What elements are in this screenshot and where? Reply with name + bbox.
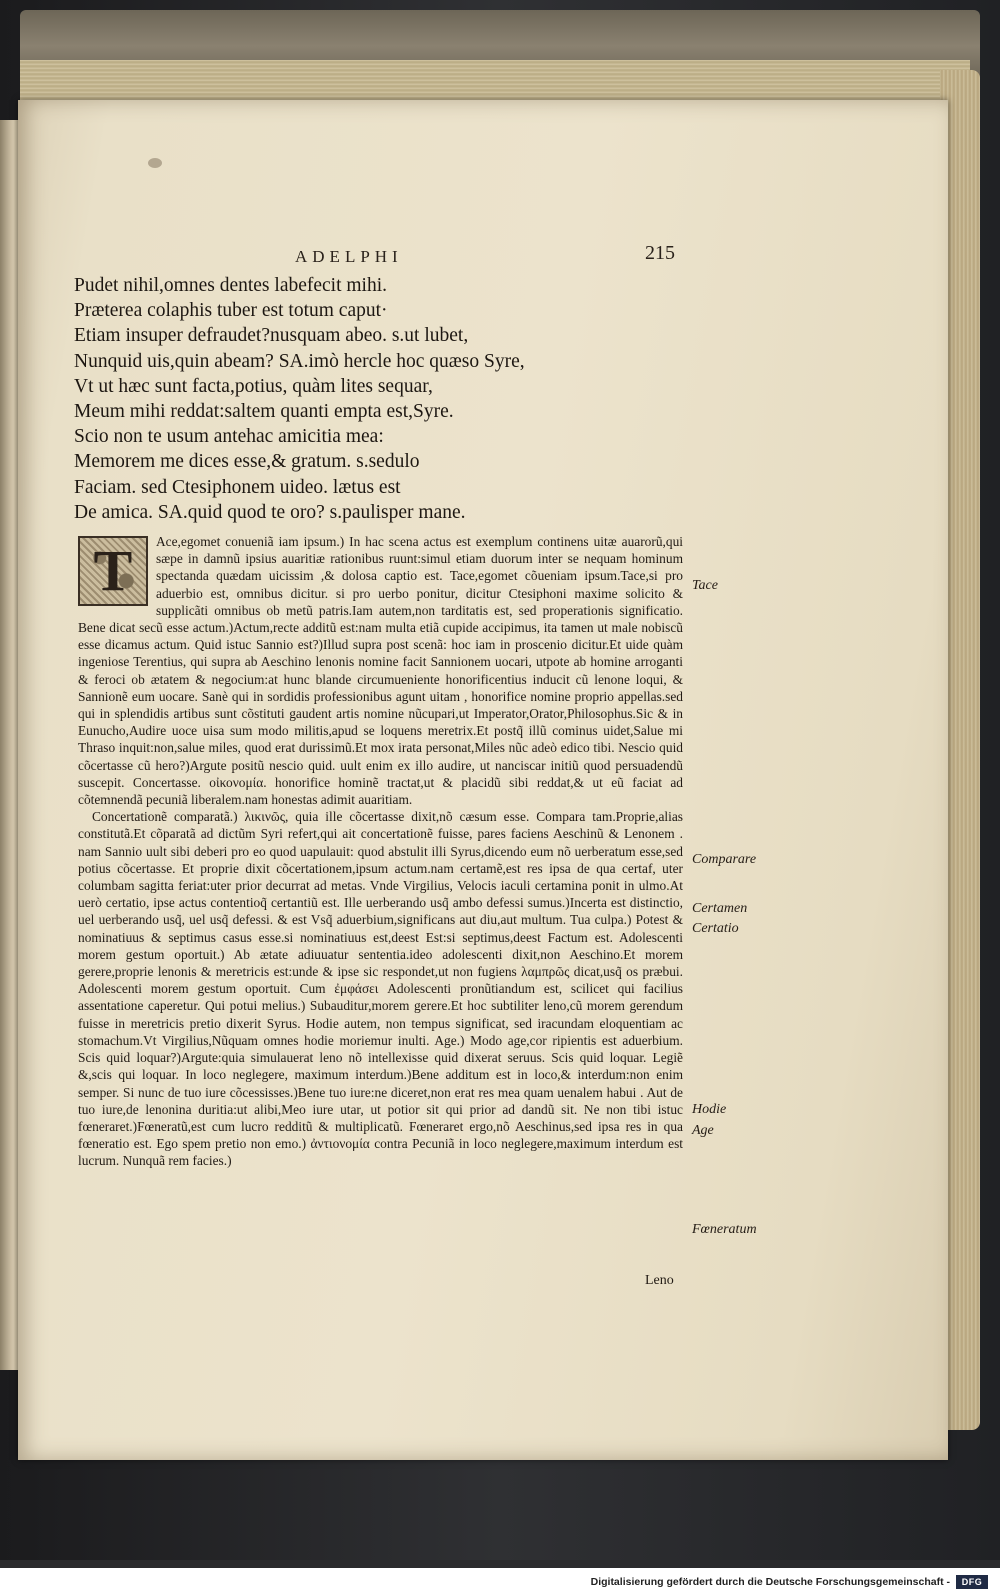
verse-line: Nunquid uis,quin abeam? SA.imò hercle hoc quæso Syre, [74,350,525,372]
marginal-note-foeneratum: Fœneratum [692,1222,757,1237]
verse-line: Scio non te usum antehac amicitia mea: [74,426,384,448]
commentary-block [78,533,683,1170]
verse-line: Præterea colaphis tuber est totum caput· [74,300,388,322]
marginal-note-certamen: Certamen [692,901,748,916]
marginal-note-comparare: Comparare [692,852,757,867]
marginal-note-certatio: Certatio [692,921,739,936]
page-number: 215 [645,242,675,264]
marginal-note-age: Age [692,1123,714,1138]
verse-line: De amica. SA.quid quod te oro? s.paulisper mane. [74,501,466,523]
verse-block [74,273,674,525]
ink-spot [148,158,162,168]
page-block-top-edge [20,60,970,100]
marginal-note-hodie: Hodie [692,1102,727,1117]
verse-line: Vt ut hæc sunt facta,potius, quàm lites sequar, [74,375,433,397]
commentary-paragraph: Ace,egomet conueniã iam ipsum.) In hac scena actus est exemplum continens uitæ auarorũ,qui sæpe in damnũ ipsius auaritiæ rationibus ruunt:simul etiam duorum inter se nequam hominum spectanda quædam uicissim ,& dolosa captio est. Tace,egomet cõueniam ipsum.Tace,si pro aduerbio est, omnibus dicitur. si pro uerbo ponitur, dicitur Ctesiphoni maxime solicito & supplicãti omnibus ob metũ patris.Iam autem,non tarditatis est, sed properationis significatio. Bene dicat secũ esse actum.)Actum,recte additũ est:nam multa etiã cupide accipimus, ita tamen ut male nobiscũ esse dicamus actum. Quid istuc Sannio est?)Illud supra post scenã: hoc iam in proscenio dicitur.Et uide quàm ingeniose Terentius, qui supra ab Aeschino lenonis nomine facit Sannionem uocari, utpote ab homine arroganti & feroci ob ætatem & negocium:at hunc blande circumueniente honorificentius inducit cũ lenone loqui, & Sannionẽ eum uocare. Sanè qui in sordidis professionibus agunt uitam , honorifice nomine proprio appellas.sed qui in splendidis artibus sunt cõstituti gaudent artis nomine nũcupari,ut Imperator,Orator,Philosophus.Sic & in Eunucho,Audire uoce uisa sum modo militis,apud se loquens meretrix.Et postq̃ illũ cominus uidet,Salue mi Thraso inquit:non,salue miles, quod erat durissimũ.Et mox irata personat,Miles nũc adeò edico tibi. Nescio quid cõcertasse cũ hero?)Argute positũ nescio quid. uult enim ex illo audire, ut nanciscar initiũ quod persuadendũ suscepit. Concertasse. οἰκονομία. honorifice hominẽ tractat,ut & placidũ sibi reddat,& ut eũ faciat ad cõtemnendã pecuniã liberalem.nam honestas adimit auaritiam. [78,534,683,808]
decorated-initial [78,536,148,606]
initial-letter: T [93,538,133,604]
verse-line: Pudet nihil,omnes dentes labefecit mihi. [74,275,388,296]
catchword: Leno [645,1273,674,1288]
running-head: ADELPHI [295,247,403,266]
marginal-note-tace: Tace [692,578,718,593]
dfg-logo: DFG [956,1575,988,1589]
verse-line: Meum mihi reddat:saltem quanti empta est,Syre. [74,401,454,423]
verse-line: Memorem me dices esse,& gratum. s.sedulo [74,451,420,473]
commentary-paragraph: Concertationẽ comparatã.) λικινῶς, quia ille cõcertasse dixit,nõ cæsum esse. Compara tam.Proprie,alias constitutã.Et cõparatã ad dictũm Syri refert,qui ait concertationẽ fuisse, pares faciens Aeschinũ & Lenonem . nam Sannio uult sibi deberi pro eo quod uapulauit: quod abstulit illi Syrus,dicendo eum nõ uerberatum esse,sed potius cõcertasse. Et proprie dixit cõcertationem,ipsum actum.nam certamẽ,est res ipsa de qua certaf, uter columbam sagitta feriat:uter prior decurrat ad metas. Vnde Virgilius, Velocis iaculi certamina ponit in ulmo.At uerò certatio, ipse actus contentioq̃ certantiũ est. Ille uerberando usq̃ ambo defessi sumus.)Incerta est distinctio, uel uerberando usq̃, uel usq̃ defessi. & est Vsq̃ aduerbium,significans aut diu,aut multum. Tua culpa.) Potest & nominatiuus & septimus casus esse.si nominatiuus est,deest Est:si septimus,deest Factum est. Adolescenti morem gestum oportuit.) Ab ætate adiuuatur sententia.ideo adolescenti dixit,non Aeschino.Et morem gerere,proprie lenonis & meretricis est:unde & ipse sic respondet,ut non fugiens λαμπρῶς dicat,usq̃ os præbui. Adolescenti morem gestum oportuit. Cum ἐμφάσει Adolescenti pronũtiandum est, scilicet qui facilius assentatione caperetur. Qui potui melius.) Subauditur,morem gerere.Et hoc subtiliter leno,cũ morem gerendum fuisse in meretricis pretio dixerit Syrus. Hodie autem, non tempus significat, sed iracundam eloquentiam ac stomachum.Vt Virgilius,Nũquam omnes hodie moriemur inulti. Age.) Modo age,cor ripientis est aduerbium. Scis quid loquar?)Argute:quia simulauerat leno nõ intellexisse quid dixerat seruus. Scis quid loquar. Legiẽ &,scis qui loquar. In loco neglegere, maximum interdum.)Bene additum est in loco,& interdum:non enim semper. Si nunc de tuo iure cõcessisses.)Bene tuo iure:ne diceret,non erat res mea quam uenalem habui . Aut de tuo iure,de lenonina duritia:ut alibi,Meo iure utar, ut potior sit qui prior ad dandũ sit. Ne non tibi istuc fœneraret.)Fœneratũ,est cum lucro redditũ & multiplicatũ. Fœneraret ergo,nõ Aeschinus,sed ipsa res in qua fœneratio est. Ego spem pretio non emo.) ἀντιονομία contra Pecuniã in loco neglegere,maximum interdum est lucrum. Nunquã rem facies.) [78,809,683,1169]
verse-line: Etiam insuper defraudet?nusquam abeo. s.ut lubet, [74,325,469,347]
verse-line: Faciam. sed Ctesiphonem uideo. lætus est [74,476,401,498]
funding-credit: Digitalisierung gefördert durch die Deutsche Forschungsgemeinschaft - [590,1576,950,1588]
